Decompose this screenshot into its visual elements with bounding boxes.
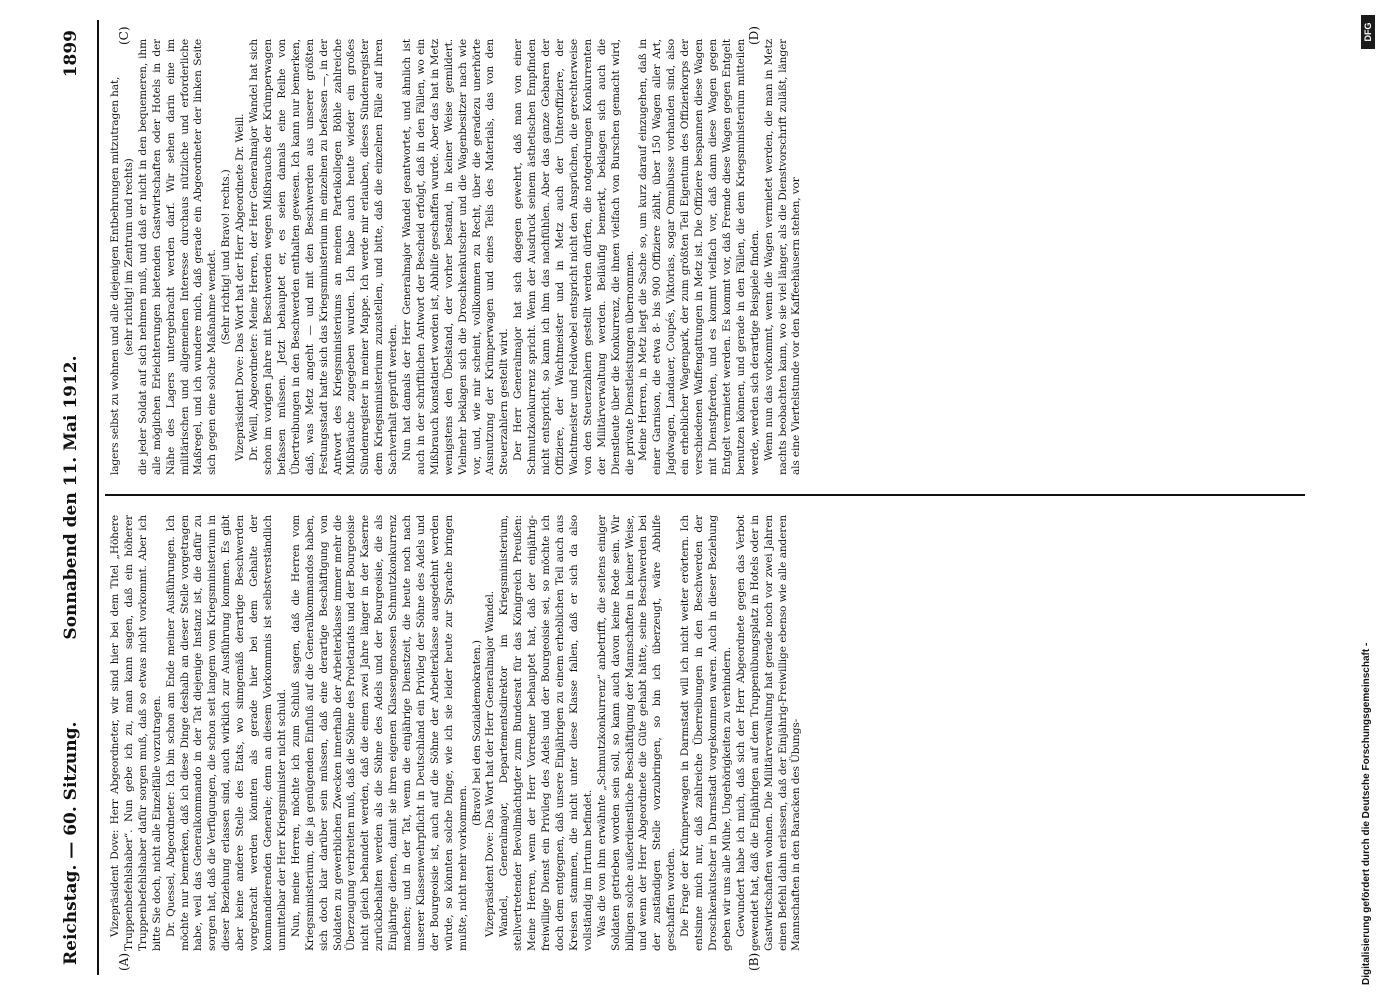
paragraph: Was die von ihm erwähnte „Schmutzkonkurrenz“ anbetrifft, die seitens einiger Soldaten getrieben worden sein soll, so kann auch davon keine Rede sein. Wir billigen solche außerdienstliche Beschäftigung der Mannschaften in keiner Weise, und wenn der Herr Abgeordnete die Güte gehabt hätte, seine Beschwerden bei der zuständigen Stelle vorzubringen, so bin ich überzeugt, wäre Abhilfe geschaffen worden.	[595, 515, 678, 951]
interjection: (sehr richtig! im Zentrum und rechts)	[122, 158, 135, 356]
digitization-credit: Digitalisierung gefördert durch die Deutsche Forschungsgemeinschaft -	[1361, 642, 1372, 985]
paragraph: Dr. Quessel, Abgeordneter: Ich bin schon am Ende meiner Ausführungen. Ich möchte nur bemerken, daß ich diese Dinge deshalb an dieser Stelle vorgetragen habe, weil das Generalkommando in der Tat diejenige Instanz ist, die dafür zu sorgen hat, daß die Verfügungen, die schon seit langem vom Kriegsministerium in dieser Beziehung erlassen sind, auch wirklich zur Ausführung kommen. Es gibt aber keine andere Stelle des Etats, wo sinngemäß derartige Beschwerden vorgebracht werden könnten als gerade hier bei dem Gehalte der kommandierenden Generale; denn an diesem Vorkommnis ist selbstverständlich unmittelbar der Herr Kriegsminister nicht schuld.	[164, 515, 288, 951]
paragraph: Wandel, Generalmajor, Departementsdirektor im Kriegsministerium, stellvertretender Bevollmächtigter zum Bundesrat für das Königreich Preußen: Meine Herren, wenn der Herr Vorredner behauptet hat, daß der einjährig-freiwillige Dienst ein Privileg des Adels und der Bourgeoisie sei, so möchte ich doch dem entgegnen, daß unsere Einjährigen zu einem erheblichen Teil auch aus Kreisen stammen, die nicht unter diese Klasse fallen, daß er sich da also vollständig im Irrtum befindet.	[498, 515, 594, 951]
page-header	[57, 20, 89, 975]
paragraph: Nun, meine Herren, möchte ich zum Schluß sagen, daß die Herren vom Kriegsministerium, die ja genügenden Einfluß auf die Generalkommandos haben, sich doch klar darüber sein müssen, daß eine derartige Beschäftigung von Soldaten zu gewerblichen Zwecken innerhalb der Arbeiterklasse immer mehr die Überzeugung verbreiten muß, daß die Söhne des Proletariats und der Bourgeoisie nicht gleich behandelt werden, daß die einen zwei Jahre länger in der Kaserne zurückbehalten werden als die Söhne des Adels und der Bourgeoisie, die als Einjährige dienen, damit sie ihren eigenen Klassengenossen Schmutzkonkurrenz machen; und in der Tat, wenn die einjährige Dienstzeit, die heute noch nach unserer Klassenwehrpflicht in Deutschland ein Privileg der Söhne des Adels und der Bourgeoisie ist, auch auf die Söhne der Arbeiterklasse ausgedehnt werden würde, so könnten solche Dinge, wie ich sie leider heute zur Sprache bringen mußte, nicht mehr vorkommen.	[289, 515, 469, 951]
paragraph: Meine Herren, in Metz liegt die Sache so, um kurz darauf einzugehen, daß in einer Garnison, die etwa 8- bis 900 Offiziere zählt, über 150 Wagen aller Art, Jagdwagen, Landauer, Coupés, Viktorias, sogar Omnibusse vorhanden sind, also ein erheblicher Wagenpark, der zum größten Teil Eigentum des Offizierkorps der verschiedenen Waffengattungen in Metz ist. Die Offiziere bespannen diese Wagen mit Dienstpferden, und es kommt vielfach vor, daß dann diese Wagen gegen Entgelt vermietet werden. Es kommt vor, daß Fremde diese Wagen gegen Entgelt benutzen können, und gerade in den Fällen, die dem Kriegsministerium mitteilen werde, werden sich derartige Beispiele finden.	[637, 39, 761, 475]
paragraph: Vizepräsident Dove: Das Wort hat der Herr Generalmajor Wandel.	[484, 590, 497, 937]
paragraph: die jeder Soldat auf sich nehmen muß, und daß er nicht in den bequemeren, ihm alle möglichen Erleichterungen bietenden Gastwirtschaften oder Hotels in der Nähe des Lagers untergebracht werden darf. Wir sehen darin eine im militärischen und allgemeinen Interesse durchaus nützliche und erforderliche Maßregel, und ich wundere mich, daß gerade ein Abgeordneter der linken Seite sich gegen eine solche Maßnahme wendet.	[136, 39, 219, 475]
digitization-note	[1355, 15, 1383, 985]
paragraph: Vizepräsident Dove: Das Wort hat der Herr Abgeordnete Dr. Weill.	[234, 113, 247, 461]
paragraph: Nun hat damals der Herr Generalmajor Wandel geantwortet, und ähnlich ist auch in der schriftlichen Antwort der Bescheid erfolgt, daß in den Fällen, wo ein Mißbrauch konstatiert worden ist, Abhilfe geschaffen wurde. Aber das hat in Metz wenigstens den Übelstand, der vorher bestand, in keiner Weise gemildert. Vielmehr beklagen sich die Droschkenkutscher und die Wagenbesitzer nach wie vor, und, wie mir scheint, vollkommen zu Recht, über die geradezu unerhörte Ausnutzung der Krümperwagen und eines Teils des Materials, das von den Steuerzahlern gestellt wird.	[401, 39, 511, 475]
paragraph: Der Herr Generalmajor hat sich dagegen gewehrt, daß man von einer Schmutzkonkurrenz spricht. Wenn der Ausdruck seinem ästhetischen Empfinden nicht entspricht, so kann ich ihm das nachfühlen. Aber das ganze Gebaren der Offiziere, der Wachtmeister und in Metz auch der Unteroffiziere, der Wachtmeister und Feldwebel entspricht nicht den Ansprüchen, die gerechterweise von den Steuerzahlern gestellt werden dürfen, die notgedrungen Konkurrenten der Militärverwaltung werden. Beiläufig bemerkt, beklagen sich auch die Dienstleute über die Konkurrenz, die ihnen vielfach von Burschen gemacht wird, die private Dienstleistungen übernommen.	[512, 39, 636, 475]
header-left: Reichstag. — 60. Sitzung.	[61, 721, 81, 965]
margin-marker-b: (B)	[747, 952, 761, 971]
paragraph: lagers selbst zu wohnen und alle diejenigen Entbehrungen mitzutragen hat,	[109, 76, 121, 475]
page-number: 1899	[61, 30, 81, 78]
margin-marker-d: (D)	[747, 26, 761, 45]
interjection: (Bravo! bei den Sozialdemokraten.)	[470, 640, 483, 826]
right-column	[109, 39, 1309, 475]
paragraph: Vizepräsident Dove: Herr Abgeordneter, wir sind hier bei dem Titel „Höhere Truppenbefehlshaber“. Nun gebe ich zu, man kann sagen, daß ein höherer Truppenbefehlshaber dafür sorgen muß, daß so etwas nicht vorkommt. Aber ich bitte Sie doch, nicht alle Einzelfälle vorzutragen.	[109, 515, 163, 951]
header-rule	[97, 20, 99, 975]
left-column	[109, 515, 1309, 951]
dfg-logo: DFG	[1361, 15, 1375, 49]
column-divider	[105, 494, 1305, 496]
paragraph: Wenn nun das vorkommt, wenn die Wagen vermietet werden, die man in Metz nachts beobachten kann, wo sie viel länger, als die Dienstvorschrift zuläßt, länger als eine Viertelstunde vor den Kaffeehäusern stehen, vor	[762, 39, 803, 475]
header-date: Sonnabend den 11. Mai 1912.	[61, 355, 81, 640]
paragraph: Dr. Weill, Abgeordneter: Meine Herren, der Herr Generalmajor Wandel hat sich schon im vorigen Jahre mit Beschwerden wegen Mißbrauchs der Krümperwagen befassen müssen. Jetzt behauptet er, es seien damals eine Reihe von Übertreibungen in den Beschwerden enthalten gewesen. Ich kann nur bemerken, daß, was Metz angeht — und mit den Beschwerden aus unserer größten Festungsstadt hatte sich das Kriegsministerium im einzelnen zu befassen —, in der Antwort des Kriegsministeriums an meinen Parteikollegen Böhle zahlreiche Mißbräuche zugegeben wurden. Ich habe auch heute wieder ein großes Sündenregister in meiner Mappe. Ich werde mir erlauben, dieses Sündenregister dem Kriegsministerium zuzustellen, und bitte, daß die einzelnen Fälle auf ihren Sachverhalt geprüft werden.	[248, 39, 400, 475]
paragraph: Die Frage der Krümperwagen in Darmstadt will ich nicht weiter erörtern. Ich entsinne mich nur, daß zahlreiche Überreibungen in den Beschwerden der Droschkenkutscher in Darmstadt vorgekommen waren. Auch in dieser Beziehung geben wir uns alle Mühe, Ungehörigkeiten zu verhindern.	[679, 515, 733, 951]
paragraph: Gewundert habe ich mich, daß sich der Herr Abgeordnete gegen das Verbot gewendet hat, daß die Einjährigen auf dem Truppenübungsplatz in Hotels oder in Gastwirtschaften wohnen. Die Militärverwaltung hat gerade noch vor zwei Jahren einen Befehl dahin erlassen, daß der Einjährig-Freiwillige ebenso wie alle anderen Mannschaften in den Baracken des Übungs-	[734, 515, 803, 951]
margin-marker-a: (A)	[117, 952, 131, 971]
interjection: (Sehr richtig! und Bravo! rechts.)	[220, 169, 233, 345]
margin-marker-c: (C)	[117, 26, 131, 45]
document-page	[57, 20, 1317, 975]
